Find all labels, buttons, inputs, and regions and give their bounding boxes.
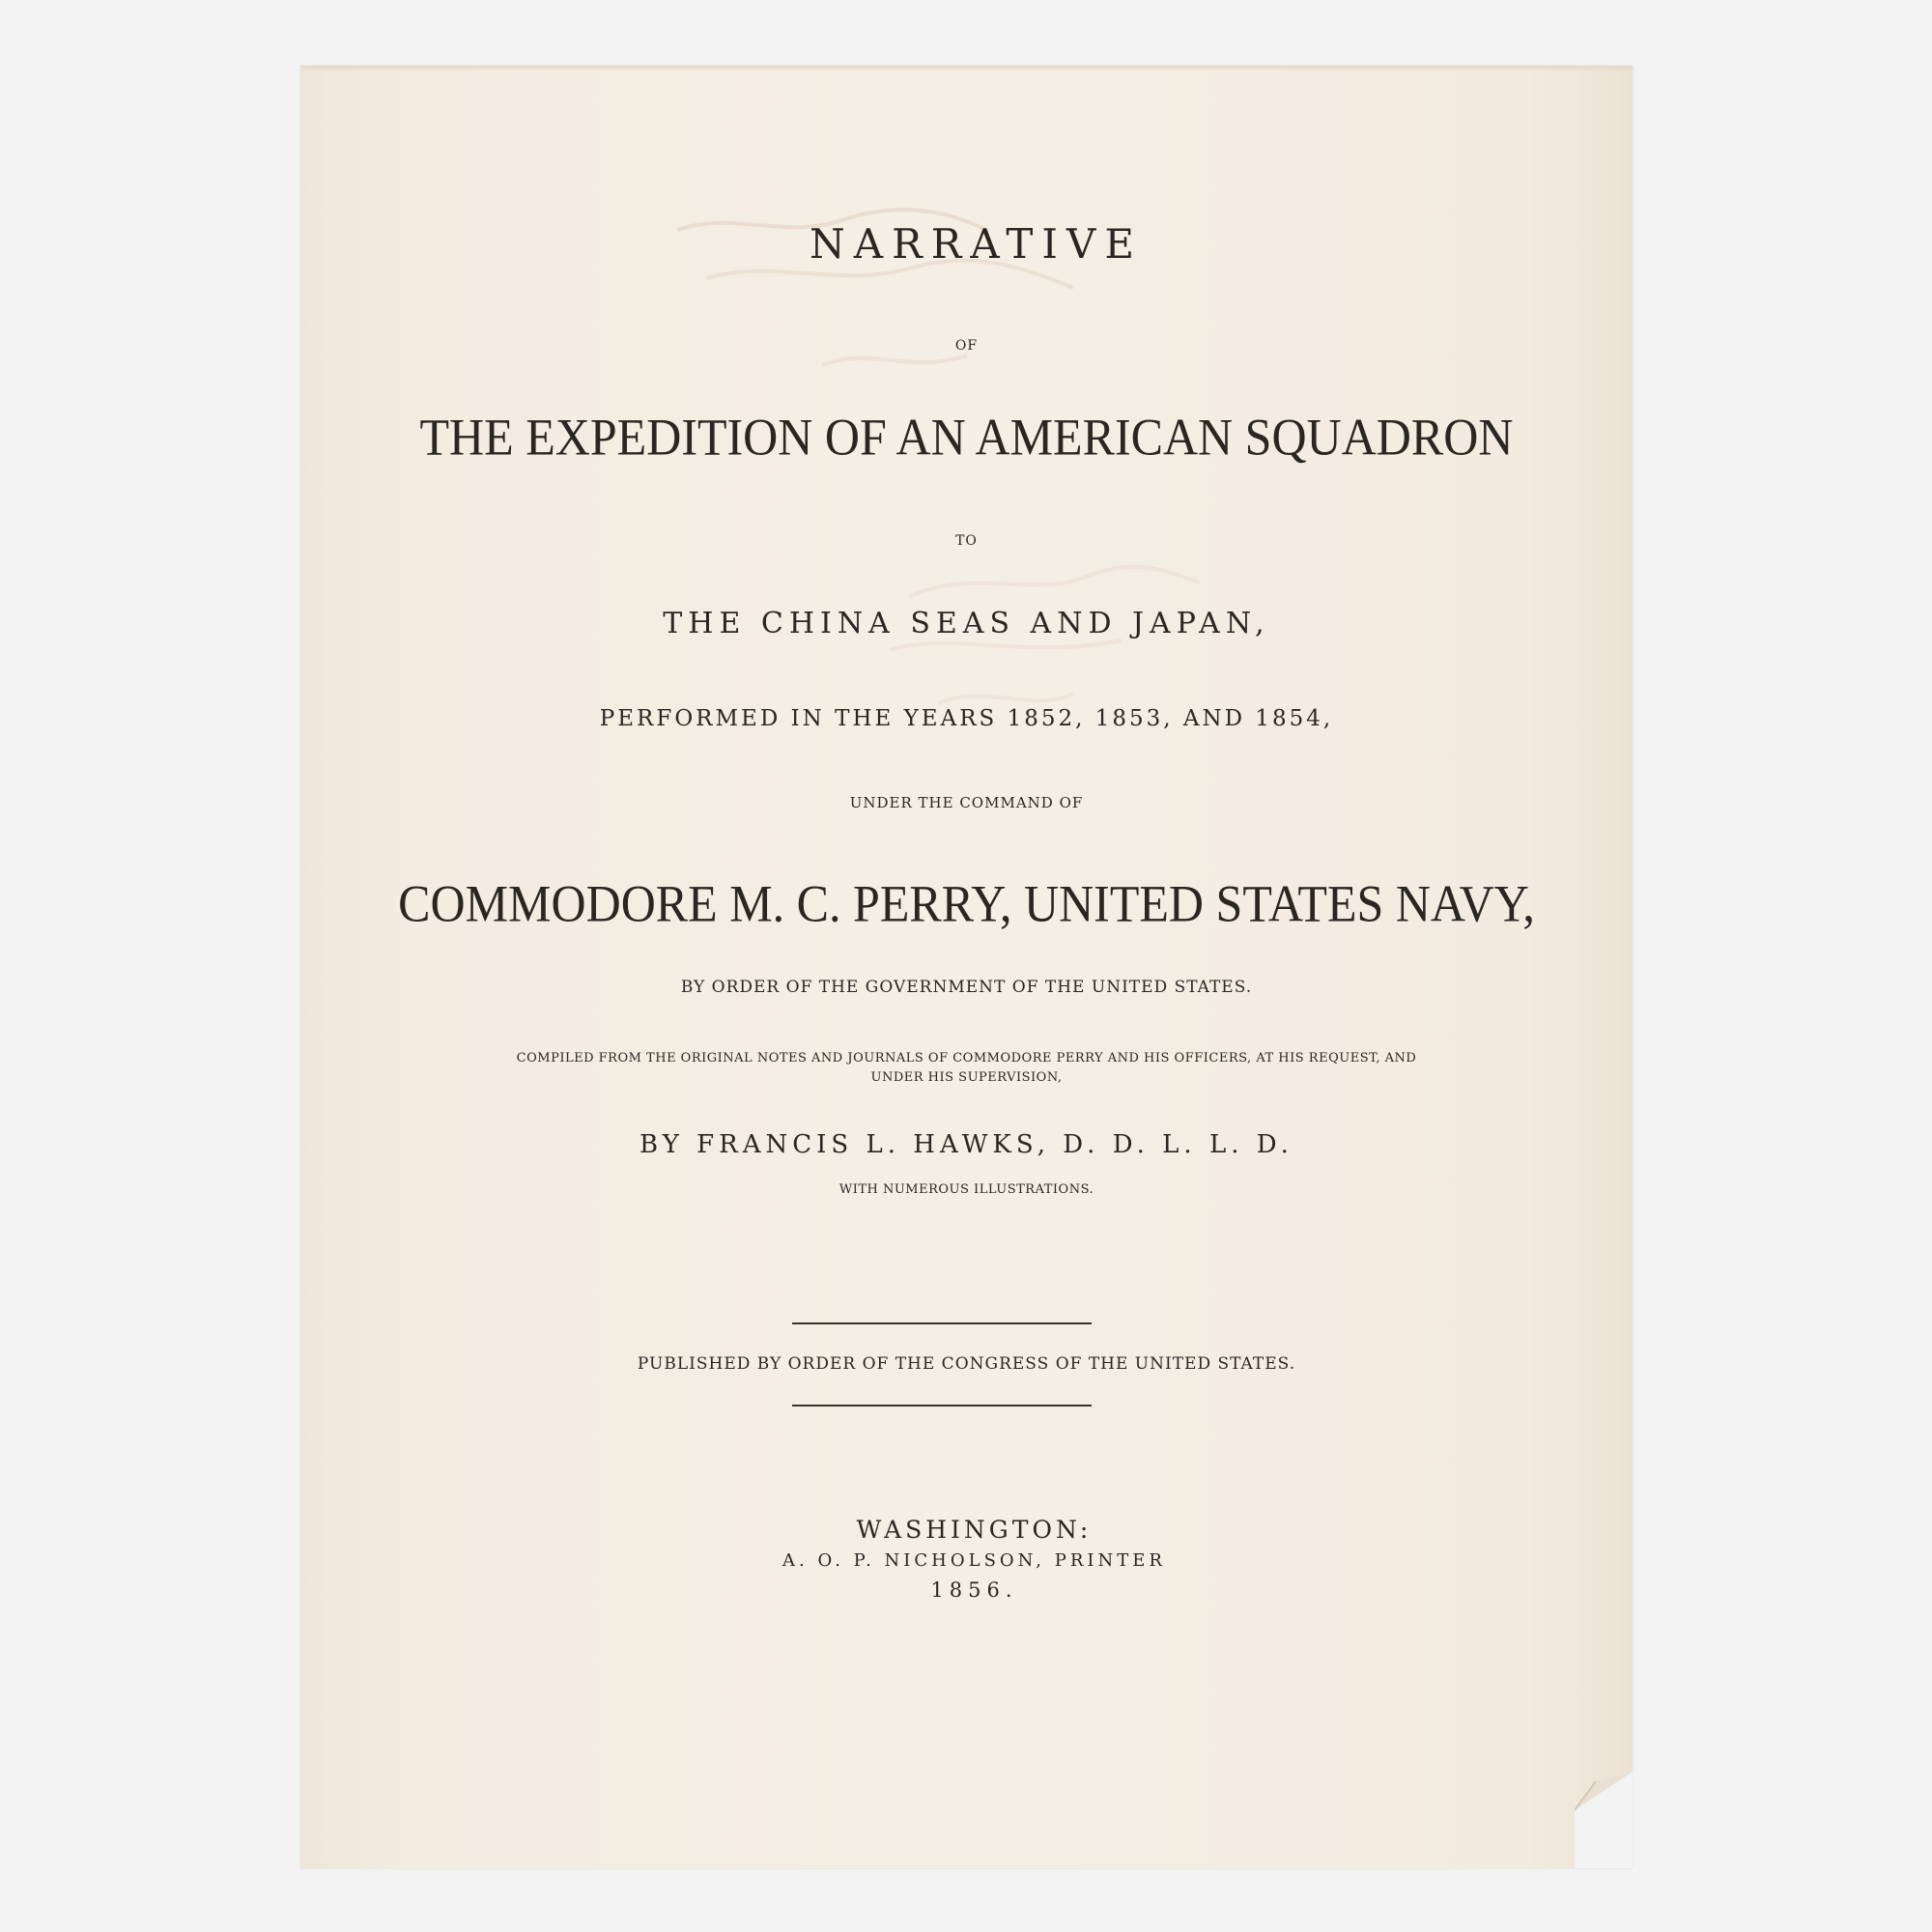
compiled-line-2: UNDER HIS SUPERVISION, [870, 1070, 1063, 1085]
folded-corner-icon [1575, 1772, 1633, 1868]
commodore-name: COMMODORE M. C. PERRY, UNITED STATES NAVY, [398, 873, 1535, 933]
title-page [300, 66, 1633, 1868]
by-order-government: BY ORDER OF THE GOVERNMENT OF THE UNITED STATES. [680, 978, 1253, 997]
illustrations-note: WITH NUMEROUS ILLUSTRATIONS. [838, 1182, 1094, 1197]
connector-of: OF [954, 338, 979, 354]
imprint-place: WASHINGTON: [856, 1516, 1093, 1544]
compiled-note [300, 1049, 1633, 1088]
divider-rule-top [792, 1322, 1092, 1324]
connector-to: TO [955, 533, 978, 549]
title-expedition: THE EXPEDITION OF AN AMERICAN SQUADRON [419, 407, 1514, 467]
divider-rule-bottom [792, 1405, 1092, 1406]
performed-years: PERFORMED IN THE YEARS 1852, 1853, AND 1854, [599, 706, 1334, 731]
published-by-congress: PUBLISHED BY ORDER OF THE CONGRESS OF THE UNITED STATES. [637, 1354, 1296, 1374]
title-narrative: NARRATIVE [810, 220, 1143, 268]
author-line: BY FRANCIS L. HAWKS, D. D. L. L. D. [639, 1130, 1293, 1159]
imprint-year: 1856. [930, 1578, 1018, 1602]
compiled-line-1: COMPILED FROM THE ORIGINAL NOTES AND JOURNALS OF COMMODORE PERRY AND HIS OFFICERS, AT HIS REQUEST, AND [516, 1051, 1417, 1065]
imprint-printer: A. O. P. NICHOLSON, PRINTER [782, 1550, 1166, 1571]
under-command: UNDER THE COMMAND OF [849, 794, 1084, 811]
title-destinations: THE CHINA SEAS AND JAPAN, [663, 607, 1270, 640]
